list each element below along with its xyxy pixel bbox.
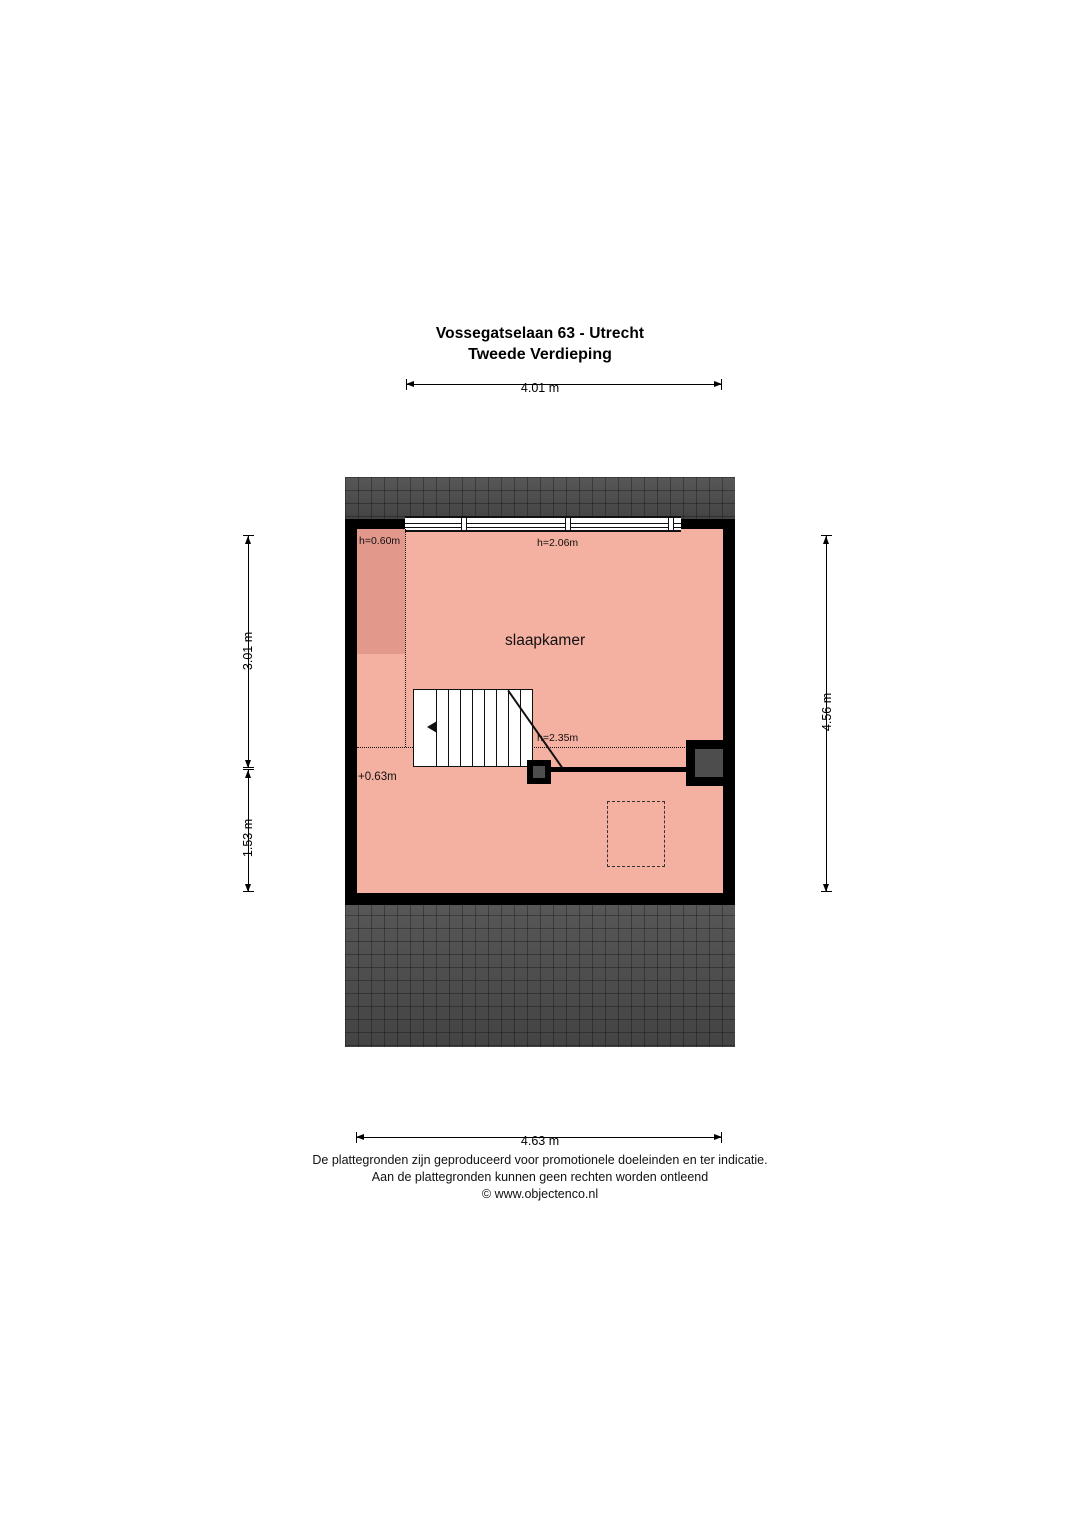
roof-hatch <box>607 801 665 867</box>
floor-plan <box>345 477 735 1047</box>
dimension-bottom-label: 4.63 m <box>520 1134 560 1148</box>
chimney-block <box>686 740 732 786</box>
stair-direction-arrow <box>427 721 437 733</box>
page-title: Vossegatselaan 63 - Utrecht <box>435 325 645 342</box>
height-label-low: h=0.60m <box>359 535 401 547</box>
wall-bottom <box>345 893 735 905</box>
dimension-top-label: 4.01 m <box>520 381 560 395</box>
footer-disclaimer <box>0 1152 1080 1203</box>
wall-right <box>723 519 735 905</box>
room-name-label: slaapkamer <box>505 632 586 649</box>
dimension-right-label: 4.56 m <box>820 692 834 732</box>
footer-line-2: Aan de plattegronden kunnen geen rechten worden ontleend <box>371 1170 709 1184</box>
wall-left <box>345 519 357 905</box>
wall-top-left <box>345 519 405 529</box>
knee-wall-line-vertical <box>405 529 406 747</box>
dimension-left-lower-label: 1.53 m <box>241 818 255 858</box>
wall-top-right <box>679 519 735 529</box>
footer-line-3: © www.objectenco.nl <box>481 1187 599 1201</box>
title-block <box>0 324 1080 366</box>
roof-bottom <box>345 902 735 1047</box>
window-front <box>405 516 681 532</box>
footer-line-1: De plattegronden zijn geproduceerd voor promotionele doeleinden en ter indicatie. <box>312 1153 768 1167</box>
height-label-top: h=2.06m <box>537 537 579 549</box>
dimension-left-upper-label: 3.01 m <box>241 631 255 671</box>
floor-subtitle: Tweede Verdieping <box>468 346 612 363</box>
post-block-small <box>527 760 551 784</box>
roof-top <box>345 477 735 519</box>
height-label-middle: h=2.35m <box>537 732 579 744</box>
level-label: +0.63m <box>358 771 397 783</box>
room-area-slaapkamer <box>357 527 723 899</box>
